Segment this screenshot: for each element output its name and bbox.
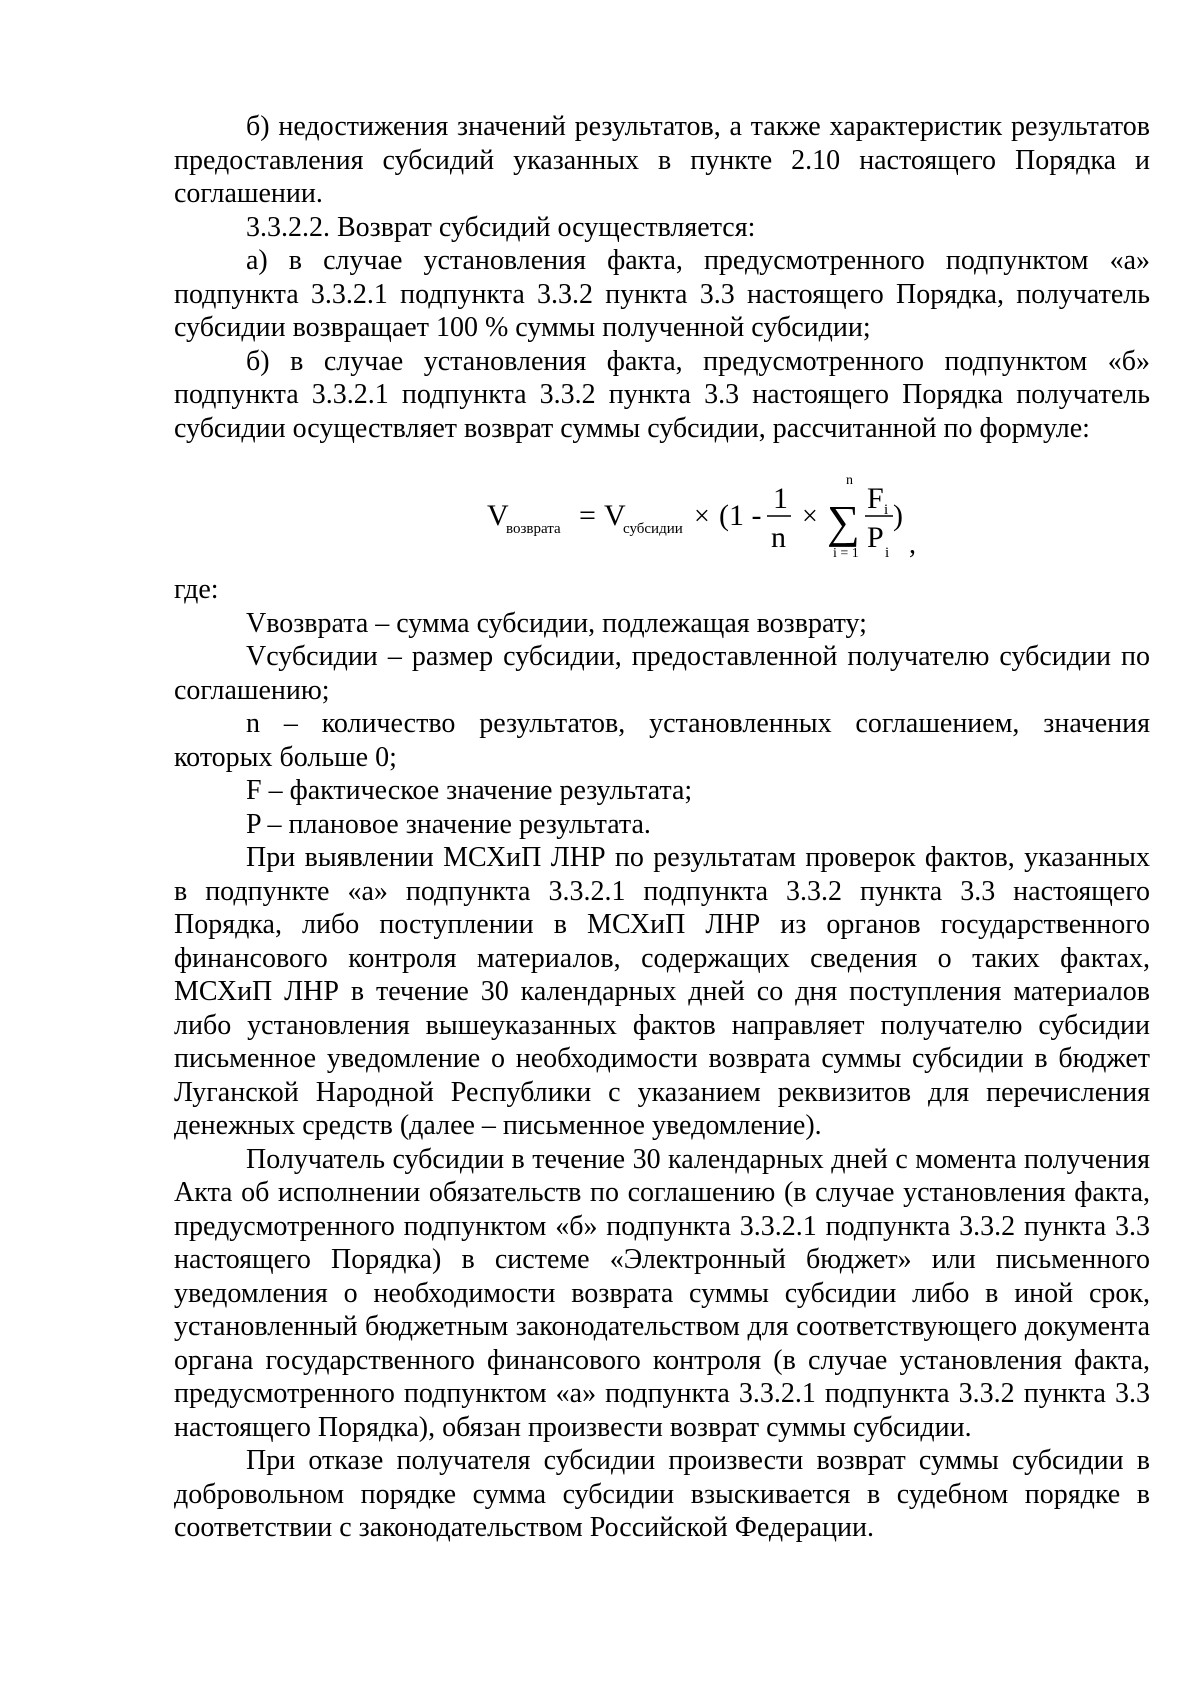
formula-inner-denominator-subscript: i xyxy=(885,545,890,561)
paragraph-b-case: б) в случае установления факта, предусмотренного подпунктом «б» подпункта 3.3.2.1 подпункта 3.3.2 пункта 3.3 настоящего Порядка получатель субсидии осуществляет возврат суммы субсидии, рассчитанной по формуле: xyxy=(174,345,1150,444)
formula-close-paren: ) xyxy=(893,499,903,532)
refund-formula-svg xyxy=(174,445,1150,573)
document-body xyxy=(174,110,1150,1545)
formula-inner-numerator-subscript: i xyxy=(884,502,889,518)
formula-equals: = xyxy=(579,499,596,532)
definition-n: n – количество результатов, установленных соглашением, значения которых больше 0; xyxy=(174,708,1150,773)
formula-trailing-comma: , xyxy=(909,529,916,560)
definition-p: P – плановое значение результата. xyxy=(246,808,651,840)
formula-sum-sign: ∑ xyxy=(827,496,860,547)
paragraph-b-nedostizheniya: б) недостижения значений результатов, а также характеристик результатов предоставления субсидий указанных в пункте 2.10 настоящего Порядка и соглашении. xyxy=(174,111,1150,209)
formula-times-1: × xyxy=(694,501,710,532)
formula-times-2: × xyxy=(802,501,818,532)
formula-v-subsidy: V xyxy=(604,499,626,532)
formula-inner-denominator: P xyxy=(867,521,884,554)
formula-open-paren: (1 - xyxy=(719,499,762,532)
formula-frac-denominator: n xyxy=(771,521,786,554)
refund-formula xyxy=(174,445,1150,573)
paragraph-a-case: а) в случае установления факта, предусмотренного подпунктом «а» подпункта 3.3.2.1 подпункта 3.3.2 пункта 3.3 настоящего Порядка, получатель субсидии возвращает 100 % суммы полученной субсидии; xyxy=(174,245,1150,343)
formula-v-subsidy-subscript: субсидии xyxy=(623,521,683,537)
definition-v-refund: Vвозврата – сумма субсидии, подлежащая возврату; xyxy=(246,607,867,639)
formula-sum-lower: i = 1 xyxy=(833,546,859,561)
formula-sum-upper: n xyxy=(846,473,853,488)
definition-v-subsidy: Vсубсидии – размер субсидии, предоставленной получателю субсидии по соглашению; xyxy=(174,641,1150,706)
paragraph-recipient-refund: Получатель субсидии в течение 30 календарных дней с момента получения Акта об исполнении обязательств по соглашению (в случае установления факта, предусмотренного подпунктом «б» подпункта 3.3.2.1 подпункта 3.3.2 пункта 3.3 настоящего Порядка) в системе «Электронный бюджет» или письменного уведомления о необходимости возврата суммы субсидии либо в иной срок, установленный бюджетным законодательством для соответствующего документа органа государственного финансового контроля (в случае установления факта, предусмотренного подпунктом «а» подпункта 3.3.2.1 подпункта 3.3.2 пункта 3.3 настоящего Порядка), обязан произвести возврат суммы субсидии. xyxy=(174,1143,1150,1443)
definition-f: F – фактическое значение результата; xyxy=(246,775,693,806)
paragraph-detection: При выявлении МСХиП ЛНР по результатам проверок фактов, указанных в подпункте «а» подпункта 3.3.2.1 подпункта 3.3.2 пункта 3.3 настоящего Порядка, либо поступлении в МСХиП ЛНР из органов государственного финансового контроля материалов, содержащих сведения о таких фактах, МСХиП ЛНР в течение 30 календарных дней со дня поступления материалов либо установления вышеуказанных фактов направляет получателю субсидии письменное уведомление о необходимости возврата суммы субсидии в бюджет Луганской Народной Республики с указанием реквизитов для перечисления денежных средств (далее – письменное уведомление). xyxy=(174,842,1150,1141)
where-label: где: xyxy=(174,574,219,605)
formula-v-refund: V xyxy=(487,499,509,532)
paragraph-refusal: При отказе получателя субсидии произвести возврат суммы субсидии в добровольном порядке сумма субсидии взыскивается в судебном порядке в соответствии с законодательством Российской Федерации. xyxy=(174,1445,1150,1543)
formula-inner-numerator: F xyxy=(867,482,884,515)
paragraph-3-3-2-2: 3.3.2.2. Возврат субсидий осуществляется: xyxy=(246,211,756,243)
formula-v-refund-subscript: возврата xyxy=(506,521,561,537)
formula-frac-numerator: 1 xyxy=(773,482,788,515)
